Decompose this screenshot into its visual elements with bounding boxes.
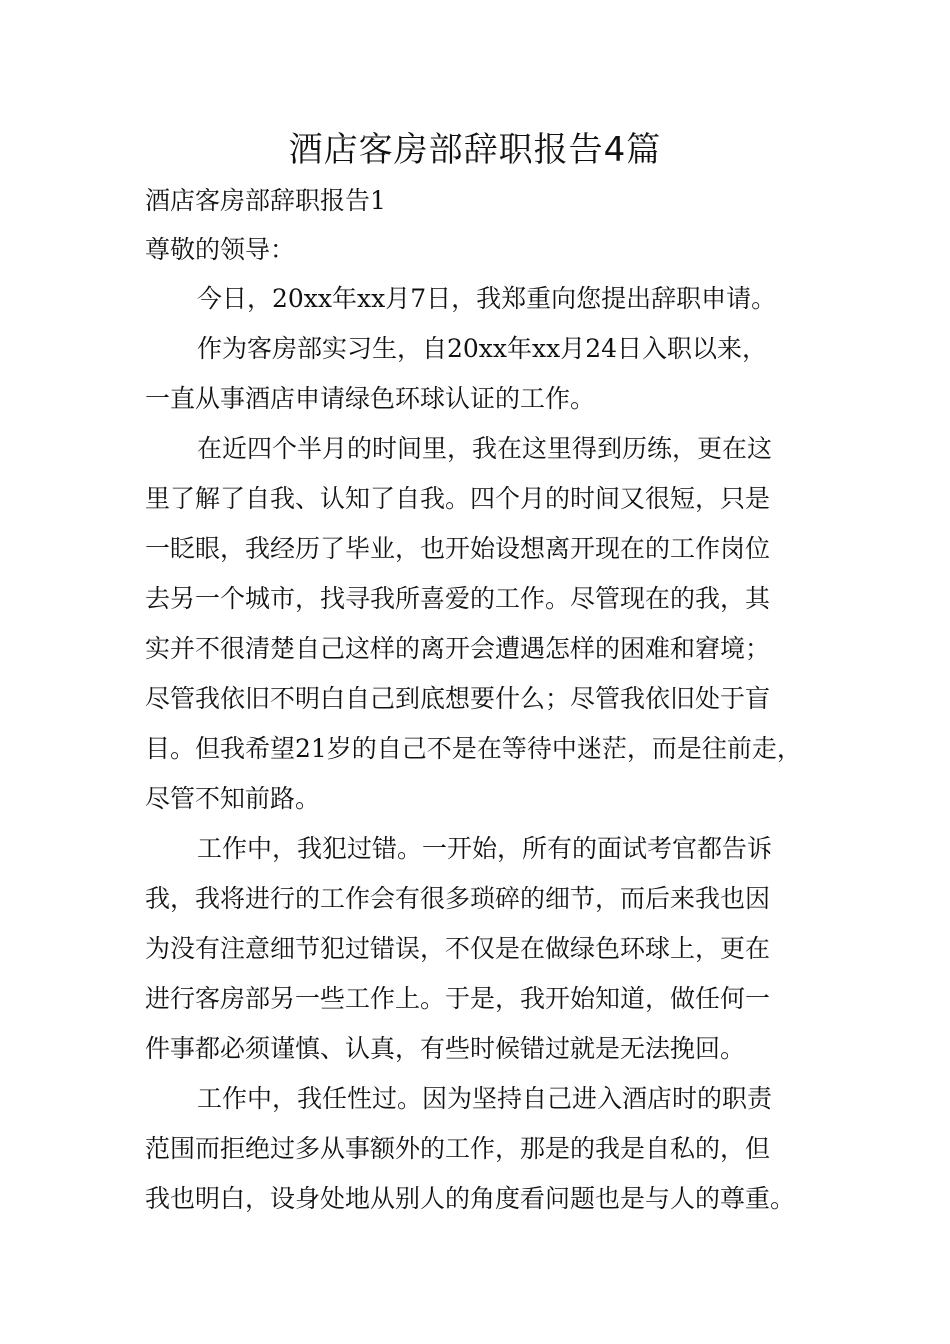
- paragraph-line: 作为客房部实习生，自20xx年xx月24日入职以来，: [197, 334, 768, 363]
- document-subtitle: 酒店客房部辞职报告1: [145, 186, 386, 215]
- paragraph-line: 目。但我希望21岁的自己不是在等待中迷茫，而是往前走，: [145, 734, 802, 763]
- salutation: 尊敬的领导：: [145, 235, 296, 264]
- paragraph-line: 里了解了自我、认知了自我。四个月的时间又很短，只是: [145, 484, 771, 513]
- document-title: 酒店客房部辞职报告4篇: [288, 130, 662, 170]
- paragraph-line: 件事都必须谨慎、认真，有些时候错过就是无法挽回。: [145, 1034, 746, 1063]
- paragraph-line: 一直从事酒店申请绿色环球认证的工作。: [145, 384, 596, 413]
- paragraph-line: 为没有注意细节犯过错误，不仅是在做绿色环球上，更在: [145, 934, 771, 963]
- paragraph-line: 工作中，我犯过错。一开始，所有的面试考官都告诉: [197, 834, 773, 863]
- paragraph-line: 工作中，我任性过。因为坚持自己进入酒店时的职责: [197, 1084, 773, 1113]
- paragraph-line: 实并不很清楚自己这样的离开会遭遇怎样的困难和窘境；: [145, 634, 771, 663]
- paragraph-line: 去另一个城市，找寻我所喜爱的工作。尽管现在的我，其: [145, 584, 771, 613]
- paragraph-line: 尽管我依旧不明白自己到底想要什么；尽管我依旧处于盲: [145, 684, 771, 713]
- paragraph-line: 今日，20xx年xx月7日，我郑重向您提出辞职申请。: [197, 284, 777, 313]
- paragraph-line: 我，我将进行的工作会有很多琐碎的细节，而后来我也因: [145, 884, 771, 913]
- paragraph-line: 一眨眼，我经历了毕业，也开始设想离开现在的工作岗位: [145, 534, 771, 563]
- paragraph-line: 我也明白，设身处地从别人的角度看问题也是与人的尊重。: [145, 1184, 796, 1213]
- paragraph-line: 在近四个半月的时间里，我在这里得到历练，更在这: [197, 434, 773, 463]
- paragraph-line: 尽管不知前路。: [145, 784, 321, 813]
- paragraph-line: 范围而拒绝过多从事额外的工作，那是的我是自私的，但: [145, 1134, 771, 1163]
- paragraph-line: 进行客房部另一些工作上。于是，我开始知道，做任何一: [145, 984, 771, 1013]
